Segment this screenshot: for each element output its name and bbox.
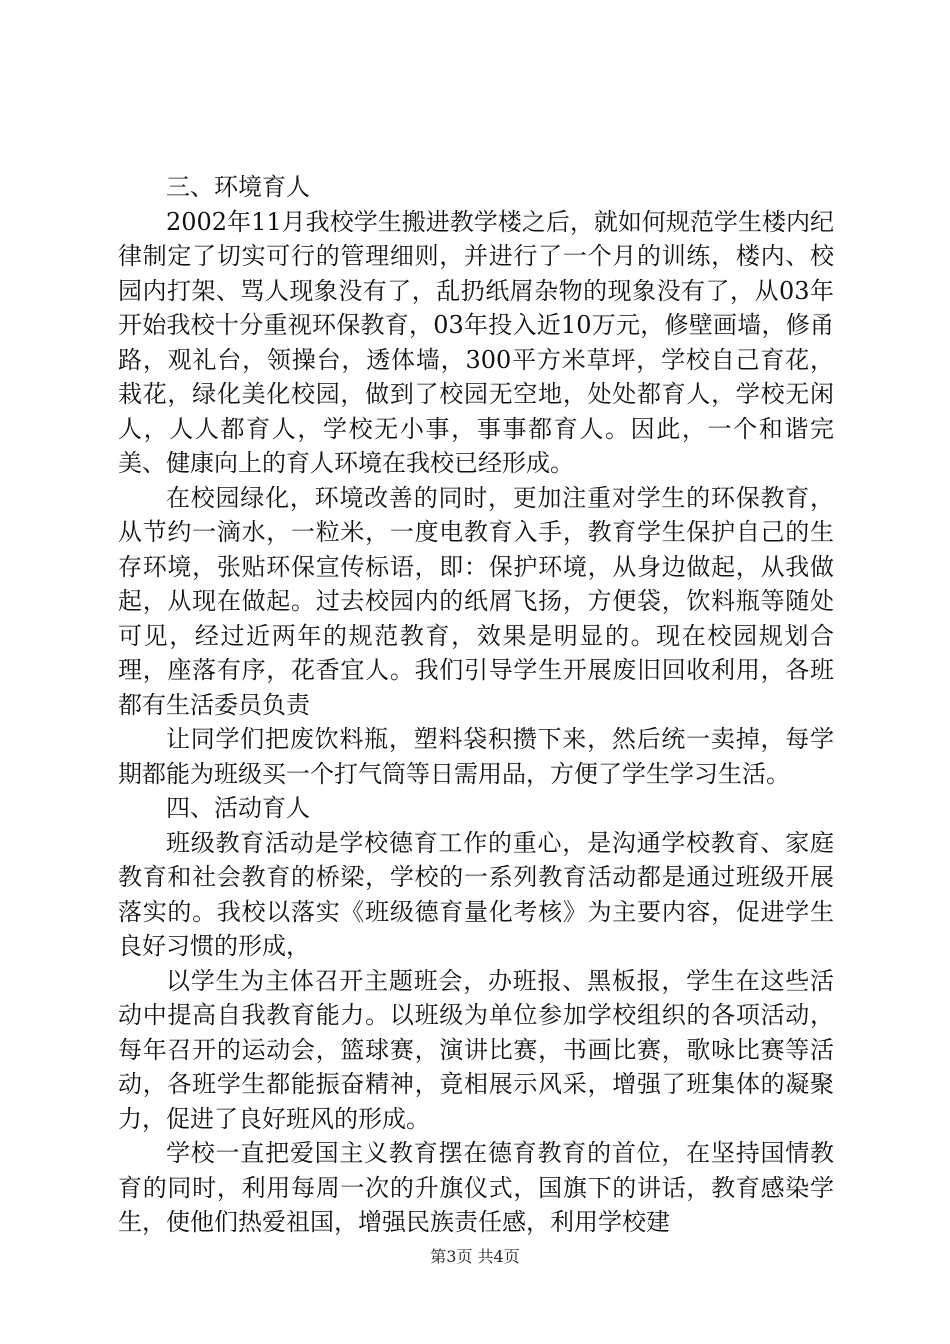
section-heading-environment: 三、环境育人 bbox=[166, 173, 310, 201]
paragraph-activity-1: 班级教育活动是学校德育工作的重心，是沟通学校教育、家庭教育和社会教育的桥梁，学校的一系列教育活动都是通过班级开展落实的。我校以落实《班级德育量化考核》为主要内容，促进学生良好习惯的形成， bbox=[118, 828, 834, 960]
paragraph-environment-3: 让同学们把废饮料瓶，塑料袋积攒下来，然后统一卖掉，每学期都能为班级买一个打气筒等日需用品，方便了学生学习生活。 bbox=[118, 725, 834, 788]
paragraph-environment-2: 在校园绿化，环境改善的同时，更加注重对学生的环保教育，从节约一滴水，一粒米，一度电教育入手，教育学生保护自己的生存环境，张贴环保宣传标语，即：保护环境，从身边做起，从我做起，从现在做起。过去校园内的纸屑飞扬，方便袋，饮料瓶等随处可见，经过近两年的规范教育，效果是明显的。现在校园规划合理，座落有序，花香宜人。我们引导学生开展废旧回收利用，各班都有生活委员负责 bbox=[118, 483, 834, 719]
paragraph-environment-1: 2002年11月我校学生搬进教学楼之后，就如何规范学生楼内纪律制定了切实可行的管理细则，并进行了一个月的训练，楼内、校园内打架、骂人现象没有了，乱扔纸屑杂物的现象没有了，从03年开始我校十分重视环保教育，03年投入近10万元，修壁画墙，修甬路，观礼台，领操台，透体墙，300平方米草坪，学校自己育花，栽花，绿化美化校园，做到了校园无空地，处处都育人，学校无闲人，人人都育人，学校无小事，事事都育人。因此，一个和谐完美、健康向上的育人环境在我校已经形成。 bbox=[118, 207, 834, 477]
section-heading-activity: 四、活动育人 bbox=[166, 794, 310, 822]
paragraph-activity-3: 学校一直把爱国主义教育摆在德育教育的首位，在坚持国情教育的同时，利用每周一次的升旗仪式，国旗下的讲话，教育感染学生，使他们热爱祖国，增强民族责任感，利用学校建 bbox=[118, 1139, 834, 1236]
paragraph-activity-2: 以学生为主体召开主题班会，办班报、黑板报，学生在这些活动中提高自我教育能力。以班级为单位参加学校组织的各项活动，每年召开的运动会，篮球赛，演讲比赛，书画比赛，歌咏比赛等活动，各班学生都能振奋精神，竟相展示风采，增强了班集体的凝聚力，促进了良好班风的形成。 bbox=[118, 966, 834, 1133]
page-number-footer: 第3页 共4页 bbox=[430, 1247, 520, 1266]
document-body bbox=[118, 170, 834, 1240]
